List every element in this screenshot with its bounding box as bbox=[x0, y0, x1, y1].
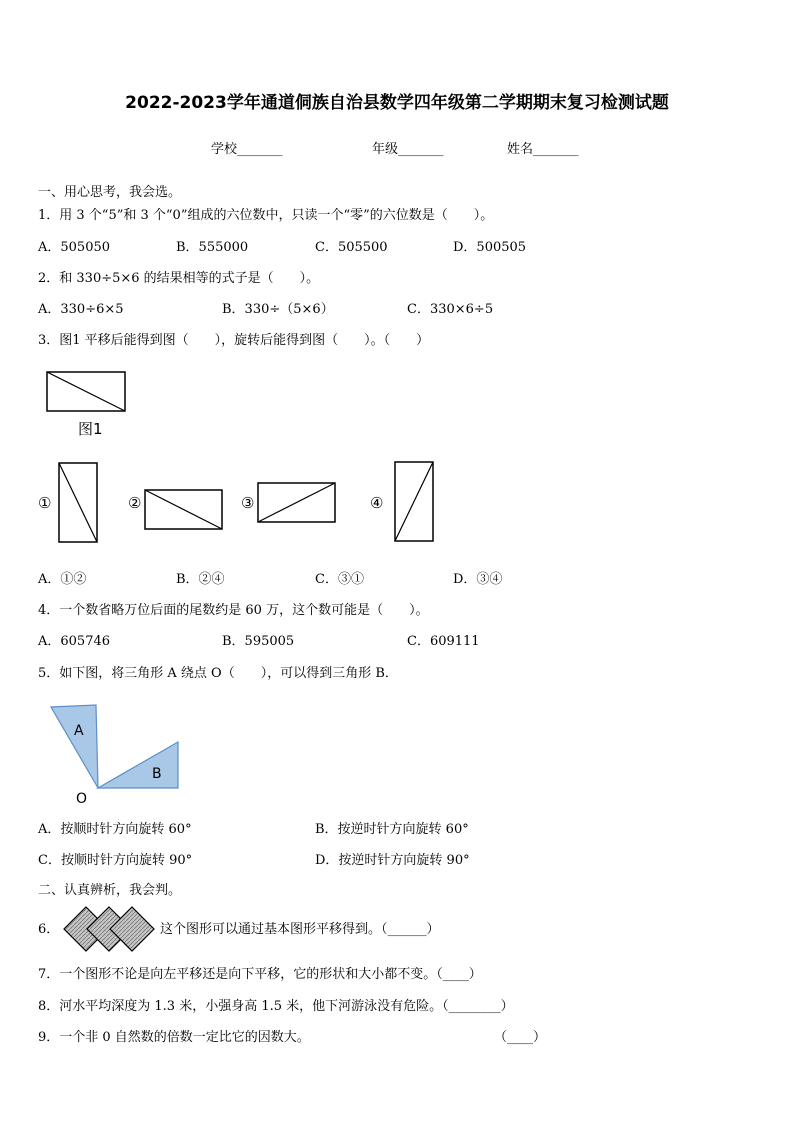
q3-option-a: A．①② bbox=[38, 572, 87, 587]
question-4: 4．一个数省略万位后面的尾数约是 60 万，这个数可能是（ ）。 bbox=[38, 603, 429, 618]
question-8: 8．河水平均深度为 1.3 米，小强身高 1.5 米，他下河游泳没有危险。（________） bbox=[38, 999, 514, 1014]
rotation-triangles-figure bbox=[50, 702, 182, 792]
marker-3: ③ bbox=[241, 494, 255, 512]
triangle-a-label: A bbox=[74, 723, 84, 739]
figure-option-3 bbox=[257, 482, 337, 524]
question-6: 这个图形可以通过基本图形平移得到。（______） bbox=[160, 922, 440, 937]
figure-option-4 bbox=[394, 461, 436, 543]
name-field: 姓名_______ bbox=[507, 142, 579, 157]
question-2: 2．和 330÷5×6 的结果相等的式子是（ ）。 bbox=[38, 271, 320, 286]
question-7: 7．一个图形不论是向左平移还是向下平移，它的形状和大小都不变。（____） bbox=[38, 967, 482, 982]
figure-option-2 bbox=[144, 489, 224, 531]
school-field: 学校_______ bbox=[211, 142, 283, 157]
question-9-blank: （____） bbox=[494, 1030, 547, 1045]
q4-option-c: C．609111 bbox=[407, 634, 480, 649]
q3-option-c: C．③① bbox=[315, 572, 364, 587]
q4-option-b: B．595005 bbox=[222, 634, 295, 649]
page-title: 2022-2023学年通道侗族自治县数学四年级第二学期期末复习检测试题 bbox=[125, 93, 669, 113]
q3-option-b: B．②④ bbox=[176, 572, 225, 587]
question-1: 1．用 3 个“5”和 3 个“0”组成的六位数中，只读一个“零”的六位数是（ ）。 bbox=[38, 208, 494, 223]
section-1-heading: 一、用心思考，我会选。 bbox=[38, 185, 182, 200]
q5-option-b: B．按逆时针方向旋转 60° bbox=[315, 822, 469, 837]
q5-option-c: C．按顺时针方向旋转 90° bbox=[38, 853, 193, 868]
point-o-label: O bbox=[76, 791, 88, 807]
question-5: 5．如下图，将三角形 A 绕点 O（ ），可以得到三角形 B． bbox=[38, 666, 398, 681]
q5-option-a: A．按顺时针方向旋转 60° bbox=[38, 822, 192, 837]
q1-option-d: D．500505 bbox=[453, 240, 527, 255]
q2-option-b: B．330÷（5×6） bbox=[222, 302, 334, 317]
q1-option-c: C．505500 bbox=[315, 240, 388, 255]
figure-1-label: 图1 bbox=[78, 420, 103, 438]
overlapping-diamonds-figure bbox=[62, 905, 156, 953]
marker-2: ② bbox=[128, 494, 142, 512]
q1-option-a: A．505050 bbox=[38, 240, 111, 255]
grade-field: 年级_______ bbox=[372, 142, 444, 157]
figure-option-1 bbox=[58, 462, 100, 544]
marker-4: ④ bbox=[370, 494, 384, 512]
q5-option-d: D．按逆时针方向旋转 90° bbox=[315, 853, 470, 868]
q4-option-a: A．605746 bbox=[38, 634, 111, 649]
section-2-heading: 二、认真辨析，我会判。 bbox=[38, 883, 182, 898]
question-3: 3．图1 平移后能得到图（ ），旋转后能得到图（ ）。（ ） bbox=[38, 333, 430, 348]
q2-option-a: A．330÷6×5 bbox=[38, 302, 124, 317]
question-6-number: 6． bbox=[38, 922, 60, 937]
q1-option-b: B．555000 bbox=[176, 240, 249, 255]
q3-option-d: D．③④ bbox=[453, 572, 503, 587]
figure-1-rectangle bbox=[46, 371, 128, 415]
q2-option-c: C．330×6÷5 bbox=[407, 302, 494, 317]
question-9: 9．一个非 0 自然数的倍数一定比它的因数大。 bbox=[38, 1030, 310, 1045]
marker-1: ① bbox=[38, 494, 52, 512]
triangle-b-label: B bbox=[152, 766, 162, 782]
